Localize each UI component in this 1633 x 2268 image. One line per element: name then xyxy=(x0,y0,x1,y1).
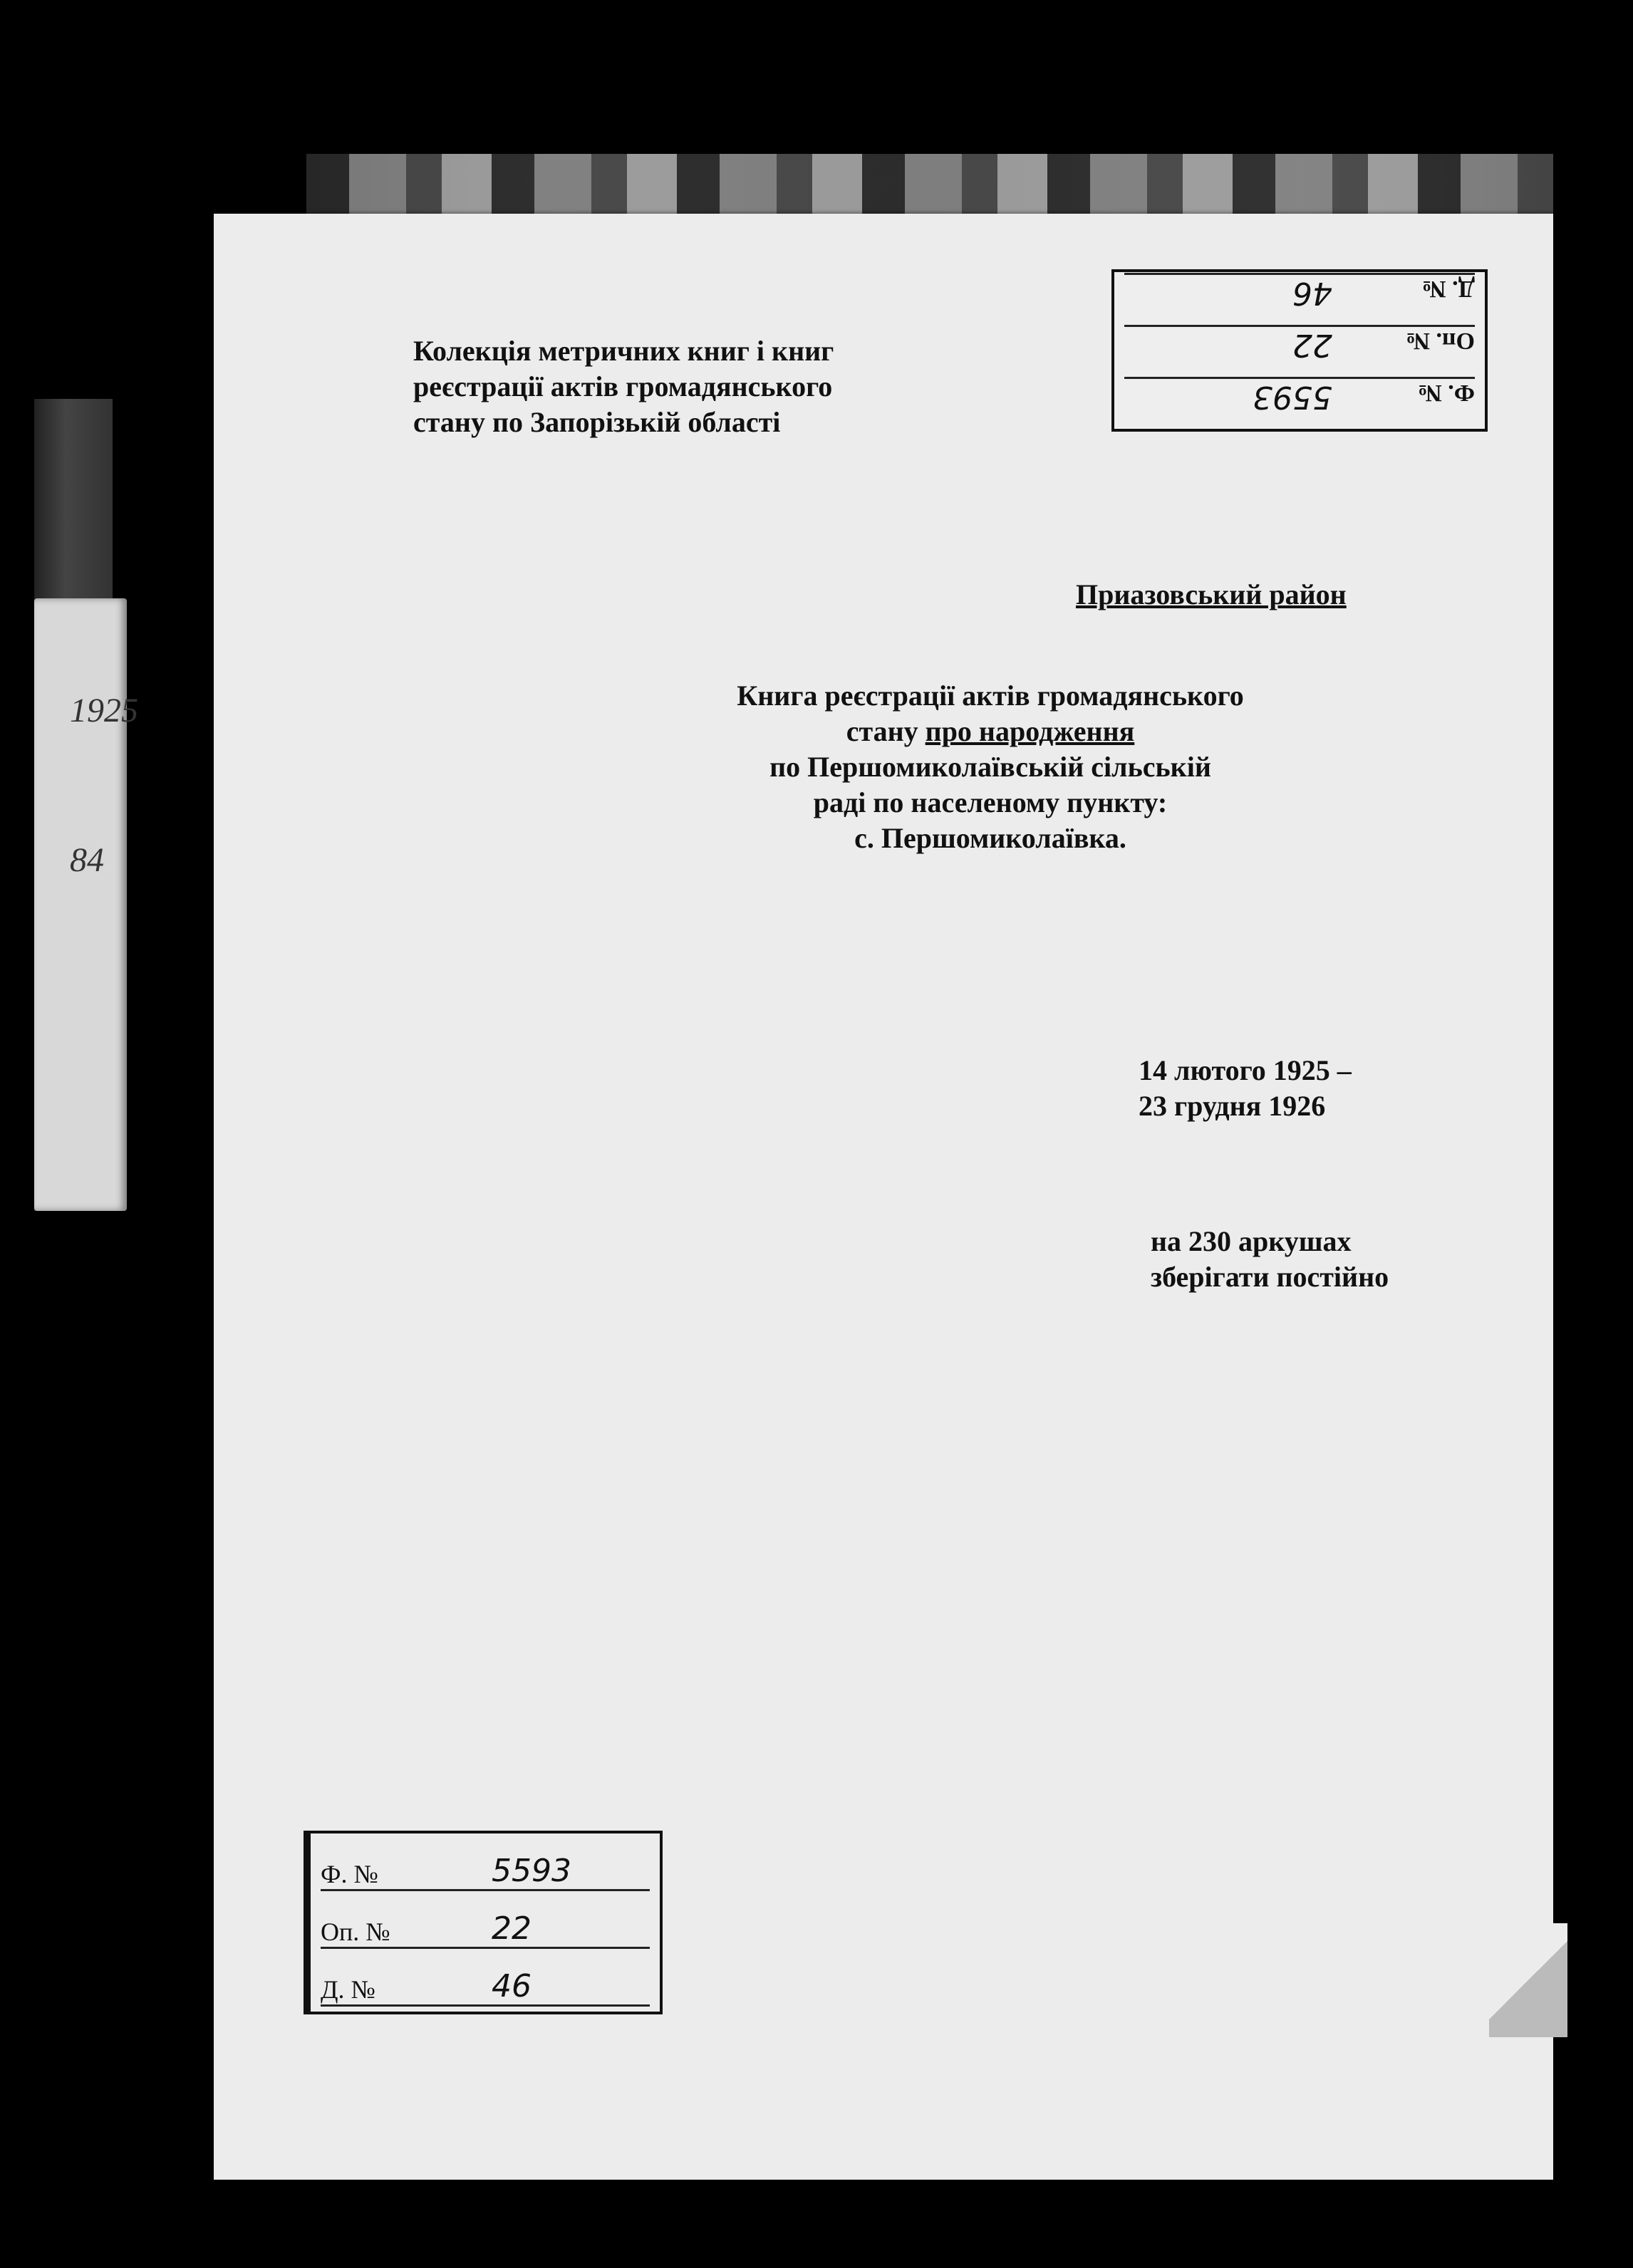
stamp-top-sprava-row xyxy=(1124,273,1475,325)
collection-line-1: Колекція метричних книг і книг xyxy=(413,335,834,367)
spine-label xyxy=(34,598,138,1211)
date-end: 23 грудня 1926 xyxy=(1139,1090,1326,1122)
storage-term: зберігати постійно xyxy=(1151,1261,1389,1293)
stamp-bottom-sprava-label: Д. № xyxy=(321,1975,375,2004)
sheet-count: на 230 аркушах xyxy=(1151,1225,1352,1257)
stamp-top-fond-value: 5593 xyxy=(1253,379,1332,415)
collection-line-3: стану по Запорізькій області xyxy=(413,406,781,438)
spine-label-number: 84 xyxy=(70,841,104,879)
date-dash: – xyxy=(1337,1054,1352,1086)
book-title-line-3: по Першомиколаївській сільській xyxy=(769,751,1211,783)
archive-stamp-bottom xyxy=(304,1831,663,2014)
book-title-line-5: с. Першомиколаївка. xyxy=(854,822,1126,854)
stamp-top-opys-label: Оп. № xyxy=(1405,328,1475,354)
book-title-line-2 xyxy=(598,714,1382,749)
stamp-top-fond-label: Ф. № xyxy=(1417,380,1475,406)
stamp-top-fond-row xyxy=(1124,377,1475,429)
stamp-top-opys-row xyxy=(1124,325,1475,377)
spine-label-year: 1925 xyxy=(70,692,138,729)
date-range-start-row xyxy=(1139,1053,1352,1088)
book-title-line-1: Книга реєстрації актів громадянського xyxy=(737,680,1244,712)
stamp-bottom-sprava-value: 46 xyxy=(492,1968,532,2004)
stamp-bottom-fond-value: 5593 xyxy=(492,1853,571,1889)
date-range xyxy=(1139,1053,1352,1124)
book-title-line-4: раді по населеному пункту: xyxy=(813,786,1168,818)
stamp-bottom-opys-label: Оп. № xyxy=(321,1918,390,1946)
page-fold-corner xyxy=(1489,1923,1567,2037)
date-start: 14 лютого 1925 xyxy=(1139,1054,1330,1086)
stamp-bottom-sprava-row xyxy=(321,1949,650,2007)
district-title: Приазовський район xyxy=(1076,578,1347,610)
stamp-bottom-opys-value: 22 xyxy=(492,1910,532,1947)
book-title xyxy=(598,678,1382,856)
stamp-bottom-fond-label: Ф. № xyxy=(321,1860,378,1888)
stamp-top-opys-value: 22 xyxy=(1292,327,1332,363)
stamp-bottom-opys-row xyxy=(321,1891,650,1949)
collection-heading xyxy=(413,333,983,440)
stamp-top-sprava-value: 46 xyxy=(1292,275,1332,311)
stamp-bottom-fond-row xyxy=(321,1833,650,1891)
sheets-info xyxy=(1151,1224,1389,1295)
archive-stamp-top xyxy=(1111,269,1488,432)
book-title-line-2-prefix: стану xyxy=(846,715,926,747)
stamp-top-sprava-label: Д. № xyxy=(1421,276,1475,302)
book-title-record-type: про народження xyxy=(925,715,1135,747)
collection-line-2: реєстрації актів громадянського xyxy=(413,370,833,402)
